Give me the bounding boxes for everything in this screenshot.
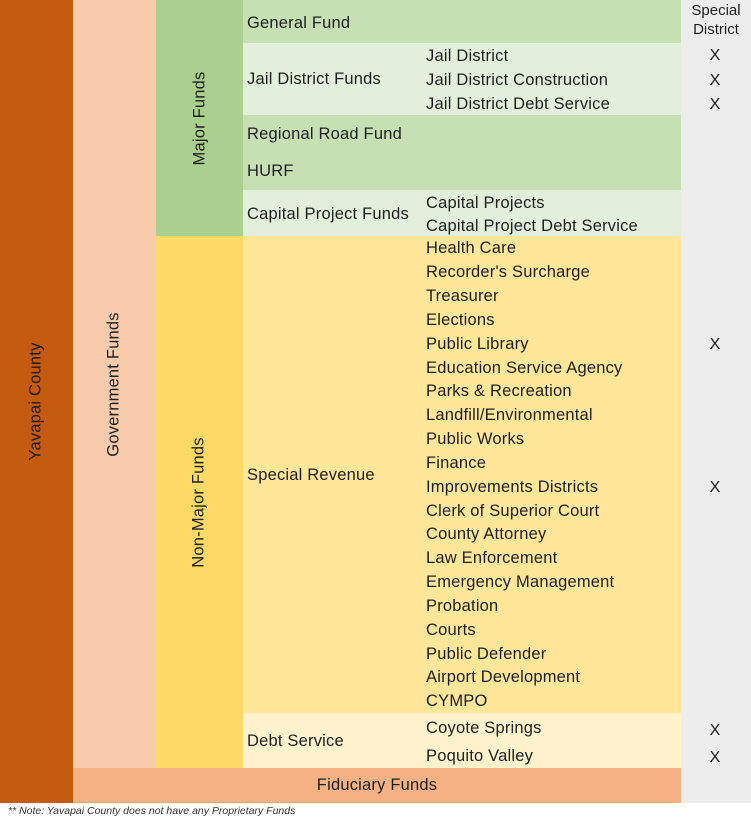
debt-service-item: Coyote Springs (426, 719, 542, 737)
major-funds-block (156, 0, 243, 236)
jail-item: Jail District Construction (426, 71, 609, 89)
special-revenue-item: Landfill/Environmental (426, 406, 593, 424)
jail-district-funds-label: Jail District Funds (247, 70, 381, 88)
special-revenue-item: Public Defender (426, 645, 547, 663)
special-district-column (681, 0, 751, 803)
special-revenue-item: CYMPO (426, 692, 488, 710)
special-district-mark-jail-district: X (709, 47, 721, 64)
government-funds-label: Government Funds (105, 311, 123, 457)
special-revenue-item: Probation (426, 597, 499, 615)
special-revenue-item: Public Library (426, 335, 529, 353)
major-funds-label: Major Funds (190, 71, 208, 165)
yavapai-county-block (0, 0, 73, 803)
special-district-mark-improvements-districts: X (709, 479, 721, 496)
special-revenue-item: Courts (426, 621, 476, 639)
general-fund-label: General Fund (247, 14, 351, 32)
special-revenue-item: Public Works (426, 430, 525, 448)
special-revenue-item: Finance (426, 454, 487, 472)
special-revenue-item: Treasurer (426, 287, 499, 305)
special-revenue-item: Elections (426, 311, 495, 329)
special-revenue-item: Improvements Districts (426, 478, 599, 496)
special-revenue-label: Special Revenue (247, 466, 375, 484)
capital-project-funds-label: Capital Project Funds (247, 205, 409, 223)
regional-road-fund-label: Regional Road Fund (247, 125, 402, 143)
special-revenue-item: Parks & Recreation (426, 382, 572, 400)
footnote: ** Note: Yavapai County does not have any Proprietary Funds (8, 805, 296, 817)
special-revenue-item: Recorder's Surcharge (426, 263, 590, 281)
special-revenue-item: Airport Development (426, 668, 581, 686)
special-district-mark-poquito-valley: X (709, 749, 721, 766)
jail-item: Jail District (426, 47, 509, 65)
jail-item: Jail District Debt Service (426, 95, 610, 113)
capital-item: Capital Projects (426, 194, 545, 212)
debt-service-label: Debt Service (247, 732, 344, 750)
special-district-mark-public-library: X (709, 336, 721, 353)
yavapai-county-label: Yavapai County (27, 342, 46, 461)
special-revenue-item: Health Care (426, 239, 517, 257)
special-revenue-item: Clerk of Superior Court (426, 502, 600, 520)
fiduciary-funds-label: Fiduciary Funds (316, 776, 438, 794)
special-revenue-item: Emergency Management (426, 573, 615, 591)
special-district-mark-jail-debt-service: X (709, 96, 721, 113)
special-district-header: Special District (691, 2, 741, 38)
non-major-funds-label: Non-Major Funds (190, 436, 208, 568)
special-revenue-item: County Attorney (426, 525, 547, 543)
special-district-mark-coyote-springs: X (709, 722, 721, 739)
special-district-mark-jail-construction: X (709, 72, 721, 89)
fiduciary-funds-block (73, 768, 681, 803)
capital-item: Capital Project Debt Service (426, 217, 638, 235)
government-funds-block (73, 0, 156, 768)
hurf-label: HURF (247, 162, 294, 180)
debt-service-item: Poquito Valley (426, 747, 534, 765)
special-revenue-item: Education Service Agency (426, 359, 623, 377)
special-revenue-item: Law Enforcement (426, 549, 558, 567)
non-major-funds-block (156, 236, 243, 768)
